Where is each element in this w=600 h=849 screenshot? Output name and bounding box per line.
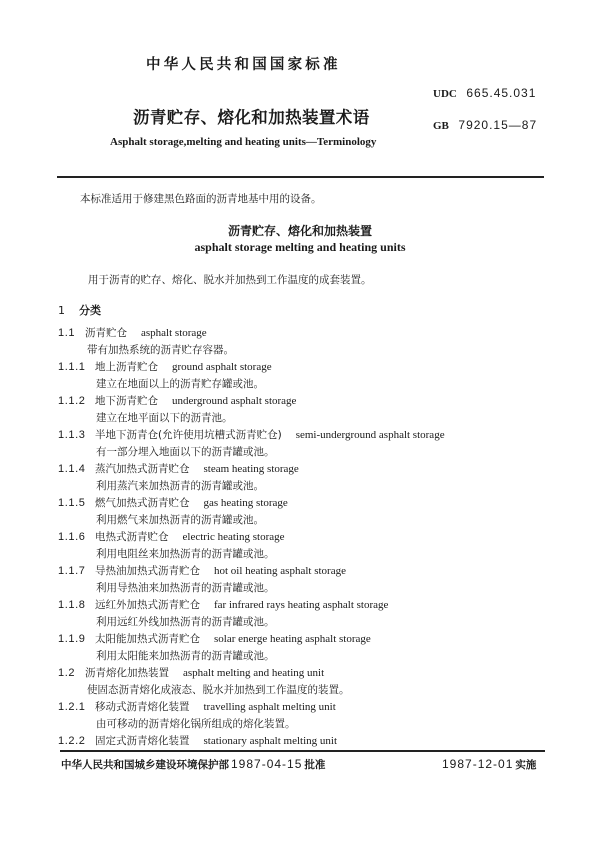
issuing-authority: 中华人民共和国城乡建设环境保护部 [61,759,229,771]
term-definition: 使固态沥青熔化成液态、脱水并加热到工作温度的装置。 [87,684,350,696]
section-definition: 用于沥青的贮存、熔化、脱水并加热到工作温度的成套装置。 [88,274,372,286]
term-cn: 燃气加热式沥青贮仓 [95,497,190,509]
term-en: asphalt storage [141,327,207,339]
term-definition: 利用燃气来加热沥青的沥青罐或池。 [96,514,264,526]
term-number: 1.1.7 [58,565,86,577]
effective-label: 实施 [515,759,537,771]
term-en: solar energe heating asphalt storage [214,633,371,645]
term-entry [58,427,445,461]
national-standard-label: 中华人民共和国国家标准 [146,57,341,73]
term-definition: 有一部分埋入地面以下的沥青罐或池。 [96,446,275,458]
chapter-title: 分类 [79,304,101,317]
term-entry [58,393,296,427]
term-number: 1.2.2 [58,735,86,747]
scope-statement: 本标准适用于修建黑色路面的沥青地基中用的设备。 [80,193,322,205]
term-cn: 沥青熔化加热装置 [85,667,169,679]
term-entry [58,529,285,563]
term-en: steam heating storage [203,463,299,475]
term-definition: 建立在地平面以下的沥青池。 [96,412,233,424]
term-entry [58,563,346,597]
term-cn: 移动式沥青熔化装置 [95,701,190,713]
term-number: 1.1.4 [58,463,86,475]
term-cn: 地上沥青贮仓 [95,361,158,373]
term-number: 1.1.5 [58,497,86,509]
term-en: hot oil heating asphalt storage [214,565,346,577]
section-heading-en: asphalt storage melting and heating units [194,240,406,254]
term-cn: 太阳能加热式沥青贮仓 [95,633,200,645]
chapter-heading [58,302,101,318]
term-en: semi-underground asphalt storage [295,429,445,441]
gb-label: GB [433,120,449,132]
term-en: underground asphalt storage [172,395,297,407]
term-en: far infrared rays heating asphalt storage [214,599,389,611]
term-entry [58,597,388,631]
term-entry [58,631,371,665]
term-number: 1.1 [58,327,76,339]
effective-date: 1987-12-01 [442,757,514,771]
footer-divider [60,750,545,752]
term-number: 1.1.9 [58,633,86,645]
term-cn: 导热油加热式沥青贮仓 [95,565,200,577]
header-divider [57,176,544,178]
term-definition: 利用电阻丝来加热沥青的沥青罐或池。 [96,548,275,560]
term-en: stationary asphalt melting unit [203,735,338,747]
term-definition: 利用导热油来加热沥青的沥青罐或池。 [96,582,275,594]
udc-code [433,86,536,100]
gb-code [433,118,537,132]
term-number: 1.1.3 [58,429,86,441]
gb-value: 7920.15—87 [458,118,538,132]
term-entry [58,733,337,750]
term-cn: 地下沥青贮仓 [95,395,158,407]
term-cn: 沥青贮仓 [85,327,127,339]
approval-date: 1987-04-15 [231,757,303,771]
term-en: electric heating storage [182,531,285,543]
term-entry [58,461,299,495]
term-definition: 利用远红外线加热沥青的沥青罐或池。 [96,616,275,628]
term-number: 1.2.1 [58,701,86,713]
term-number: 1.2 [58,667,76,679]
term-definition: 带有加热系统的沥青贮存容器。 [87,344,234,356]
term-cn: 蒸汽加热式沥青贮仓 [95,463,190,475]
effective-info [440,757,536,772]
term-entry [58,665,350,699]
term-cn: 电热式沥青贮仓 [95,531,169,543]
approval-info [61,757,325,772]
term-en: ground asphalt storage [172,361,272,373]
term-entry [58,699,336,733]
term-number: 1.1.1 [58,361,86,373]
chapter-number: 1 [58,304,65,317]
term-entry [58,359,272,393]
term-en: gas heating storage [203,497,288,509]
section-heading-cn: 沥青贮存、熔化和加热装置 [227,224,372,238]
term-definition: 利用太阳能来加热沥青的沥青罐或池。 [96,650,275,662]
term-definition: 利用蒸汽来加热沥青的沥青罐或池。 [96,480,264,492]
term-cn: 固定式沥青熔化装置 [95,735,190,747]
term-cn: 半地下沥青仓(允许使用坑槽式沥青贮仓) [95,429,282,441]
term-en: travelling asphalt melting unit [203,701,336,713]
term-definition: 建立在地面以上的沥青贮存罐或池。 [96,378,264,390]
term-cn: 远红外加热式沥青贮仓 [95,599,200,611]
document-title-cn: 沥青贮存、熔化和加热装置术语 [133,108,370,127]
term-en: asphalt melting and heating unit [183,667,325,679]
term-entry [58,495,288,529]
term-number: 1.1.8 [58,599,86,611]
term-number: 1.1.2 [58,395,86,407]
term-definition: 由可移动的沥青熔化锅所组成的熔化装置。 [96,718,296,730]
udc-label: UDC [433,88,457,100]
term-number: 1.1.6 [58,531,86,543]
term-entry [58,325,234,359]
udc-value: 665.45.031 [466,86,537,100]
document-title-en: Asphalt storage,melting and heating units—Terminology [110,136,377,148]
approval-label: 批准 [304,759,326,771]
